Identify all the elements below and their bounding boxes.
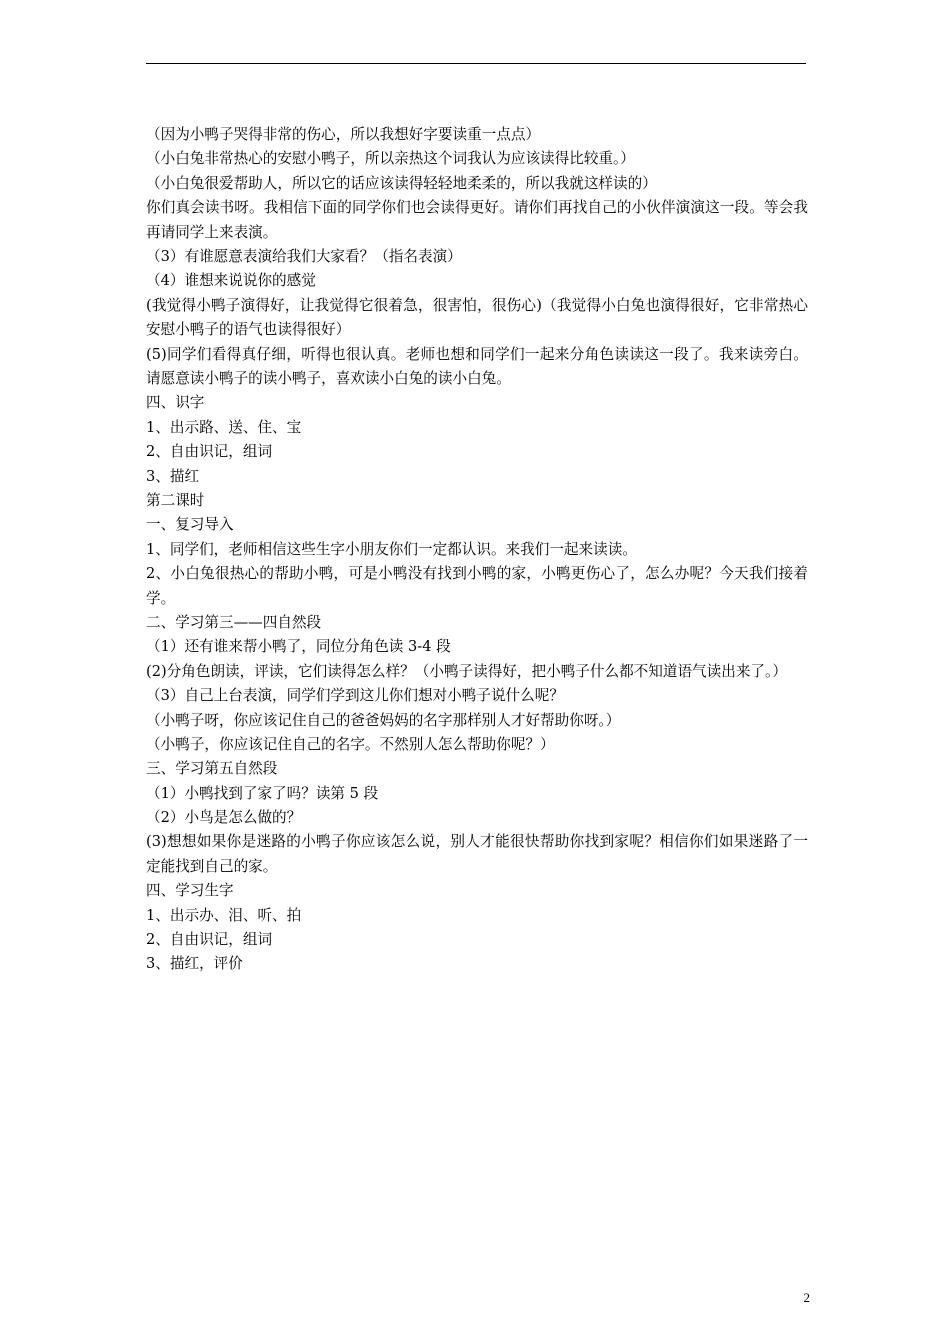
text-line: （小白兔非常热心的安慰小鸭子，所以亲热这个词我认为应该读得比较重。）	[146, 150, 635, 168]
text-line: （因为小鸭子哭得非常的伤心，所以我想好字要读重一点点）	[146, 126, 541, 143]
text-line: 1、同学们，老师相信这些生字小朋友你们一定都认识。来我们一起来读读。	[146, 540, 637, 558]
section-heading: 一、复习导入	[146, 516, 234, 534]
text-line: （小鸭子，你应该记住自己的名字。不然别人怎么帮助你呢？）	[146, 735, 555, 753]
lesson-heading: 第二课时	[146, 491, 205, 509]
text-line: （2）小鸟是怎么做的？	[146, 809, 302, 827]
text-line: （4）谁想来说说你的感觉	[146, 272, 316, 290]
section-heading: 四、学习生字	[146, 882, 234, 900]
text-paragraph: 你们真会读书呀。我相信下面的同学你们也会读得更好。请你们再找自己的小伙伴演演这一段。等会我再请同学上来表演。	[146, 199, 808, 241]
text-paragraph: (2)分角色朗读，评读，它们读得怎么样？（小鸭子读得好，把小鸭子什么都不知道语气读出来了。）	[146, 662, 787, 680]
text-line: 3、描红，评价	[146, 955, 243, 973]
text-line: （1）还有谁来帮小鸭了，同位分角色读 3-4 段	[146, 638, 451, 656]
text-line: 1、出示路、送、住、宝	[146, 418, 302, 436]
text-line: 3、描红	[146, 467, 200, 485]
text-line: （小鸭子呀，你应该记住自己的爸爸妈妈的名字那样别人才好帮助你呀。）	[146, 711, 621, 729]
text-line: （3）自己上台表演，同学们学到这儿你们想对小鸭子说什么呢？	[146, 687, 564, 705]
text-line: 2、自由识记，组词	[146, 443, 273, 461]
text-line: 2、自由识记，组词	[146, 931, 273, 949]
section-heading: 三、学习第五自然段	[146, 760, 278, 778]
text-line: （小白兔很爱帮助人，所以它的话应该读得轻轻地柔柔的，所以我就这样读的）	[146, 174, 657, 192]
text-paragraph: 2、小白兔很热心的帮助小鸭，可是小鸭没有找到小鸭的家，小鸭更伤心了，怎么办呢？今天我们接着学。	[146, 565, 808, 607]
text-paragraph: (5)同学们看得真仔细，听得也很认真。老师也想和同学们一起来分角色读读这一段了。我来读旁白。请愿意读小鸭子的读小鸭子，喜欢读小白兔的读小白兔。	[146, 345, 808, 387]
document-body	[146, 123, 808, 977]
text-line: （3）有谁愿意表演给我们大家看？（指名表演）	[146, 247, 462, 265]
section-heading: 四、识字	[146, 394, 205, 412]
page-number: 2	[803, 1290, 810, 1305]
text-paragraph: (我觉得小鸭子演得好，让我觉得它很着急，很害怕，很伤心)（我觉得小白兔也演得很好，它非常热心安慰小鸭子的语气也读得很好）	[146, 296, 808, 339]
text-line: 1、出示办、泪、听、拍	[146, 906, 302, 924]
section-heading: 二、学习第三——四自然段	[146, 613, 322, 631]
text-paragraph: (3)想想如果你是迷路的小鸭子你应该怎么说，别人才能很快帮助你找到家呢？相信你们如果迷路了一定能找到自己的家。	[146, 833, 808, 875]
header-rule	[146, 63, 806, 64]
text-line: （1）小鸭找到了家了吗？读第 5 段	[146, 784, 379, 802]
